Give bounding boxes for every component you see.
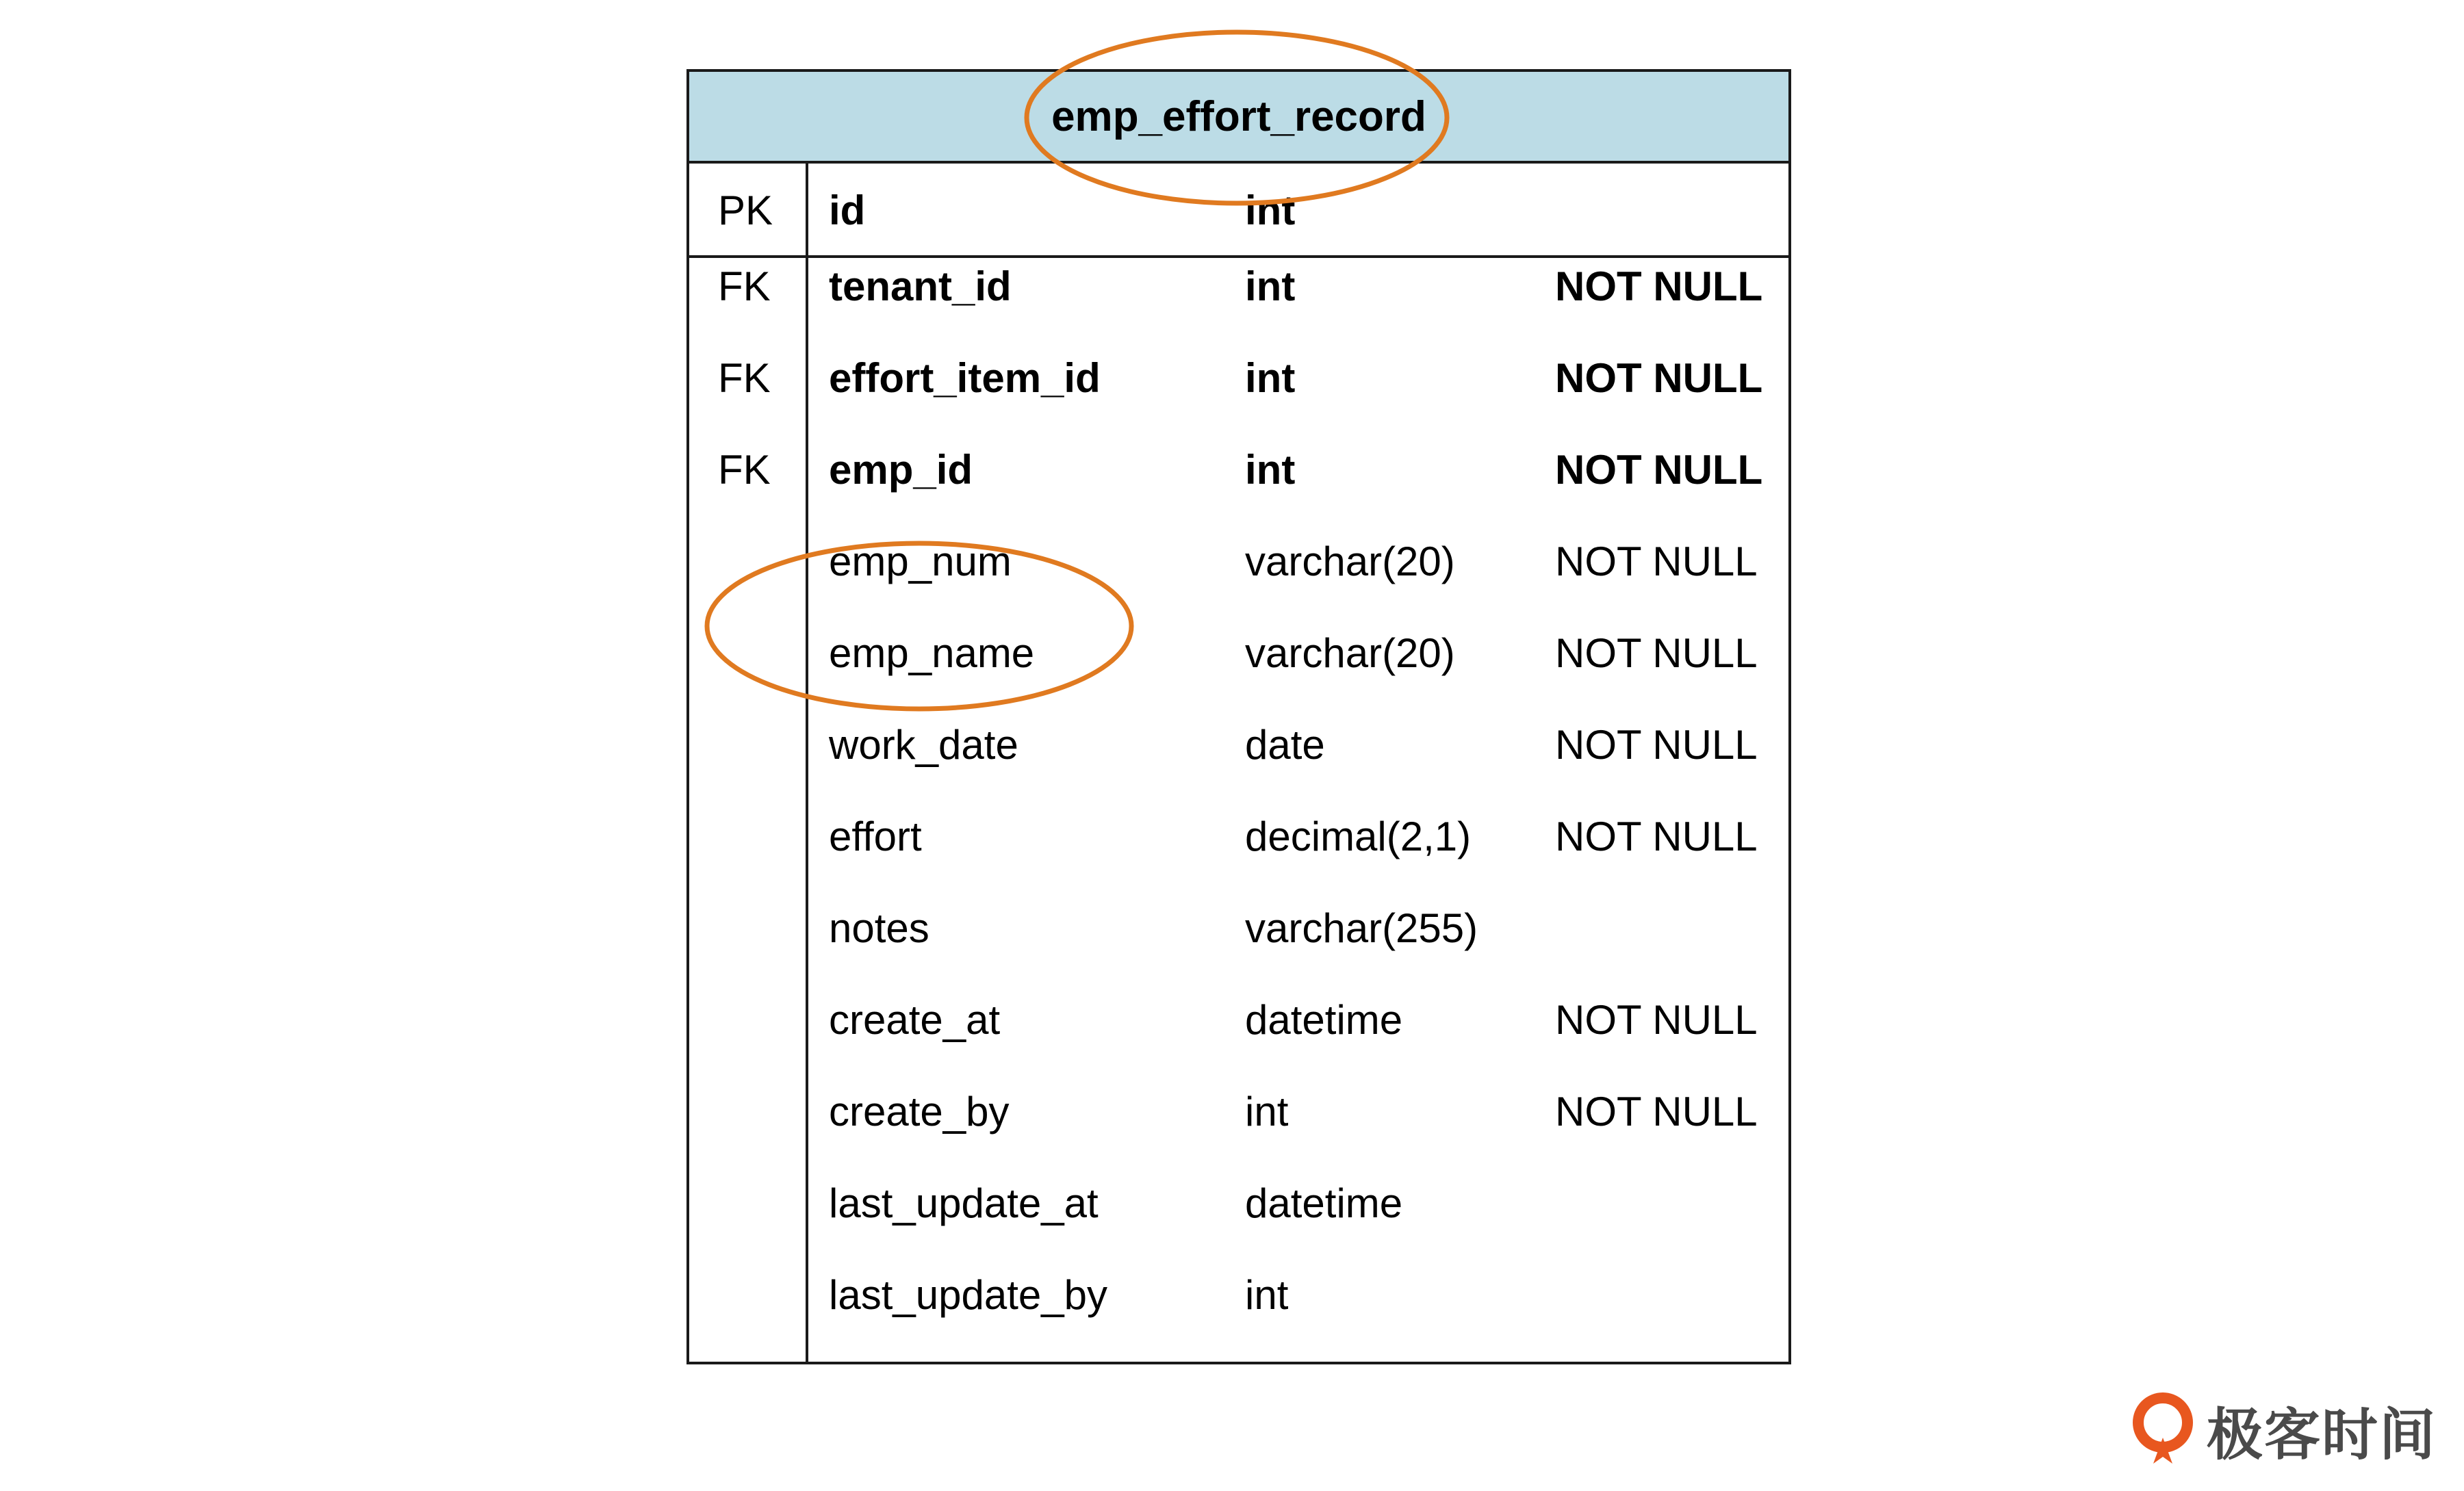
column-name: emp_id [829,447,973,493]
primary-key-row [689,164,1788,258]
pk-column-type: int [1245,187,1296,233]
column-type: int [1245,355,1296,401]
fk-label: FK [718,263,771,309]
entity-table [686,69,1791,1364]
column-type: int [1245,263,1296,309]
column-constraint: NOT NULL [1555,539,1758,584]
column-name: notes [829,905,929,951]
column-type: decimal(2,1) [1245,814,1472,859]
table-header [689,72,1788,164]
column-name: effort_item_id [829,355,1101,401]
column-type: int [1245,1089,1289,1135]
column-constraint: NOT NULL [1555,447,1763,493]
column-constraint: NOT NULL [1555,722,1758,768]
logo-text: 极客时间 [2207,1403,2437,1466]
column-type: varchar(255) [1245,905,1478,951]
geektime-logo-icon [2130,1392,2196,1468]
column-constraint: NOT NULL [1555,1089,1758,1135]
column-name: effort [829,814,922,859]
column-name: create_at [829,997,1001,1043]
table-title: emp_effort_record [1051,92,1426,140]
column-type: datetime [1245,1180,1403,1226]
key-divider [806,164,808,1364]
column-type: int [1245,1272,1289,1318]
fk-label: FK [718,355,771,401]
column-name: last_update_by [829,1272,1107,1318]
column-type: int [1245,447,1296,493]
column-type: date [1245,722,1325,768]
column-constraint: NOT NULL [1555,814,1758,859]
column-name: create_by [829,1089,1010,1135]
column-type: datetime [1245,997,1403,1043]
column-name: emp_name [829,630,1035,676]
column-constraint: NOT NULL [1555,630,1758,676]
pk-column-name: id [829,187,866,233]
fk-label: FK [718,447,771,493]
column-constraint: NOT NULL [1555,997,1758,1043]
column-name: work_date [829,722,1018,768]
geektime-logo [2130,1389,2437,1471]
column-type: varchar(20) [1245,539,1455,584]
column-type: varchar(20) [1245,630,1455,676]
column-constraint: NOT NULL [1555,263,1763,309]
column-constraint: NOT NULL [1555,355,1763,401]
column-name: emp_num [829,539,1012,584]
column-name: last_update_at [829,1180,1099,1226]
pk-label: PK [718,187,773,233]
column-name: tenant_id [829,263,1012,309]
